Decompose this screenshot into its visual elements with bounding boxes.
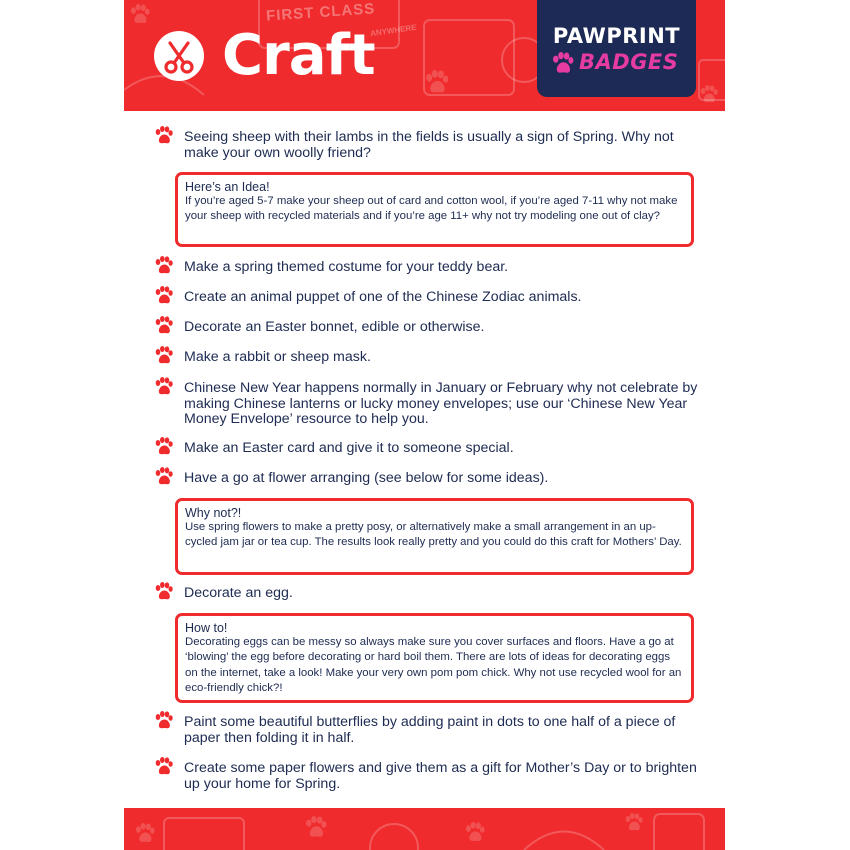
idea-box-body: If you’re aged 5-7 make your sheep out of card and cotton wool, if you’re aged 7-11 why not make your sheep with recycled materials and if you’re age 11+ why not try modeling one out of clay? <box>185 195 678 223</box>
logo-paw-icon <box>551 52 575 76</box>
paw-print-icon <box>154 582 174 602</box>
paw-print-icon <box>154 126 174 146</box>
paw-print-icon <box>154 256 174 276</box>
stamp-subtext: ANYWHERE <box>369 22 418 39</box>
list-item: Chinese New Year happens normally in January or February why not celebrate by making Chinese lanterns or lucky money envelopes; use our ‘Chinese New Year Money Envelope’ resource to help you. <box>184 380 698 427</box>
footer-doodles <box>124 808 725 850</box>
why-not-box <box>175 498 694 575</box>
why-not-box-body: Use spring flowers to make a pretty posy, or alternatively make a small arrangement in an up-cycled jam jar or tea cup. The results look really pretty and you could do this craft for Mothers’ Day. <box>185 521 682 549</box>
stamp-text: FIRST CLASS <box>265 0 376 25</box>
paw-print-icon <box>154 286 174 306</box>
list-item: Decorate an Easter bonnet, edible or otherwise. <box>184 319 485 335</box>
page-title: Craft <box>222 23 375 88</box>
logo-text-bottom: BADGES <box>579 50 679 74</box>
list-item: Seeing sheep with their lambs in the fields is usually a sign of Spring. Why not make your own woolly friend? <box>184 129 674 161</box>
logo-text-top: PAWPRINT <box>552 24 681 48</box>
how-to-box-title: How to! <box>185 621 228 635</box>
header-banner <box>124 0 725 111</box>
paw-print-icon <box>154 346 174 366</box>
list-item: Decorate an egg. <box>184 585 293 601</box>
how-to-box-body: Decorating eggs can be messy so always make sure you cover surfaces and floors. Have a go at ‘blowing’ the egg before decorating or hard boil them. There are lots of ideas for decorating eggs on the internet, take a look! Make your very own pom pom chick. Why not use recycled wool for an eco-friendly chick?! <box>185 636 682 694</box>
list-item: Create some paper flowers and give them as a gift for Mother’s Day or to brighten up your home for Spring. <box>184 760 697 792</box>
idea-box-title: Here’s an Idea! <box>185 180 270 194</box>
idea-box <box>175 172 694 247</box>
scissors-badge <box>154 31 204 81</box>
list-item: Create an animal puppet of one of the Chinese Zodiac animals. <box>184 289 582 305</box>
pawprint-badges-logo <box>537 0 696 97</box>
paw-print-icon <box>154 316 174 336</box>
footer-banner <box>124 808 725 850</box>
list-item: Have a go at flower arranging (see below for some ideas). <box>184 470 549 486</box>
paw-print-icon <box>154 711 174 731</box>
worksheet-page <box>124 0 725 850</box>
paw-print-icon <box>154 377 174 397</box>
how-to-box <box>175 613 694 703</box>
paw-print-icon <box>154 467 174 487</box>
list-item: Make a rabbit or sheep mask. <box>184 349 371 365</box>
scissors-icon <box>154 31 204 81</box>
paw-print-icon <box>154 757 174 777</box>
paw-print-icon <box>154 437 174 457</box>
list-item: Make a spring themed costume for your teddy bear. <box>184 259 509 275</box>
list-item: Make an Easter card and give it to someone special. <box>184 440 514 456</box>
why-not-box-title: Why not?! <box>185 506 242 520</box>
list-item: Paint some beautiful butterflies by adding paint in dots to one half of a piece of paper then folding it in half. <box>184 714 676 746</box>
